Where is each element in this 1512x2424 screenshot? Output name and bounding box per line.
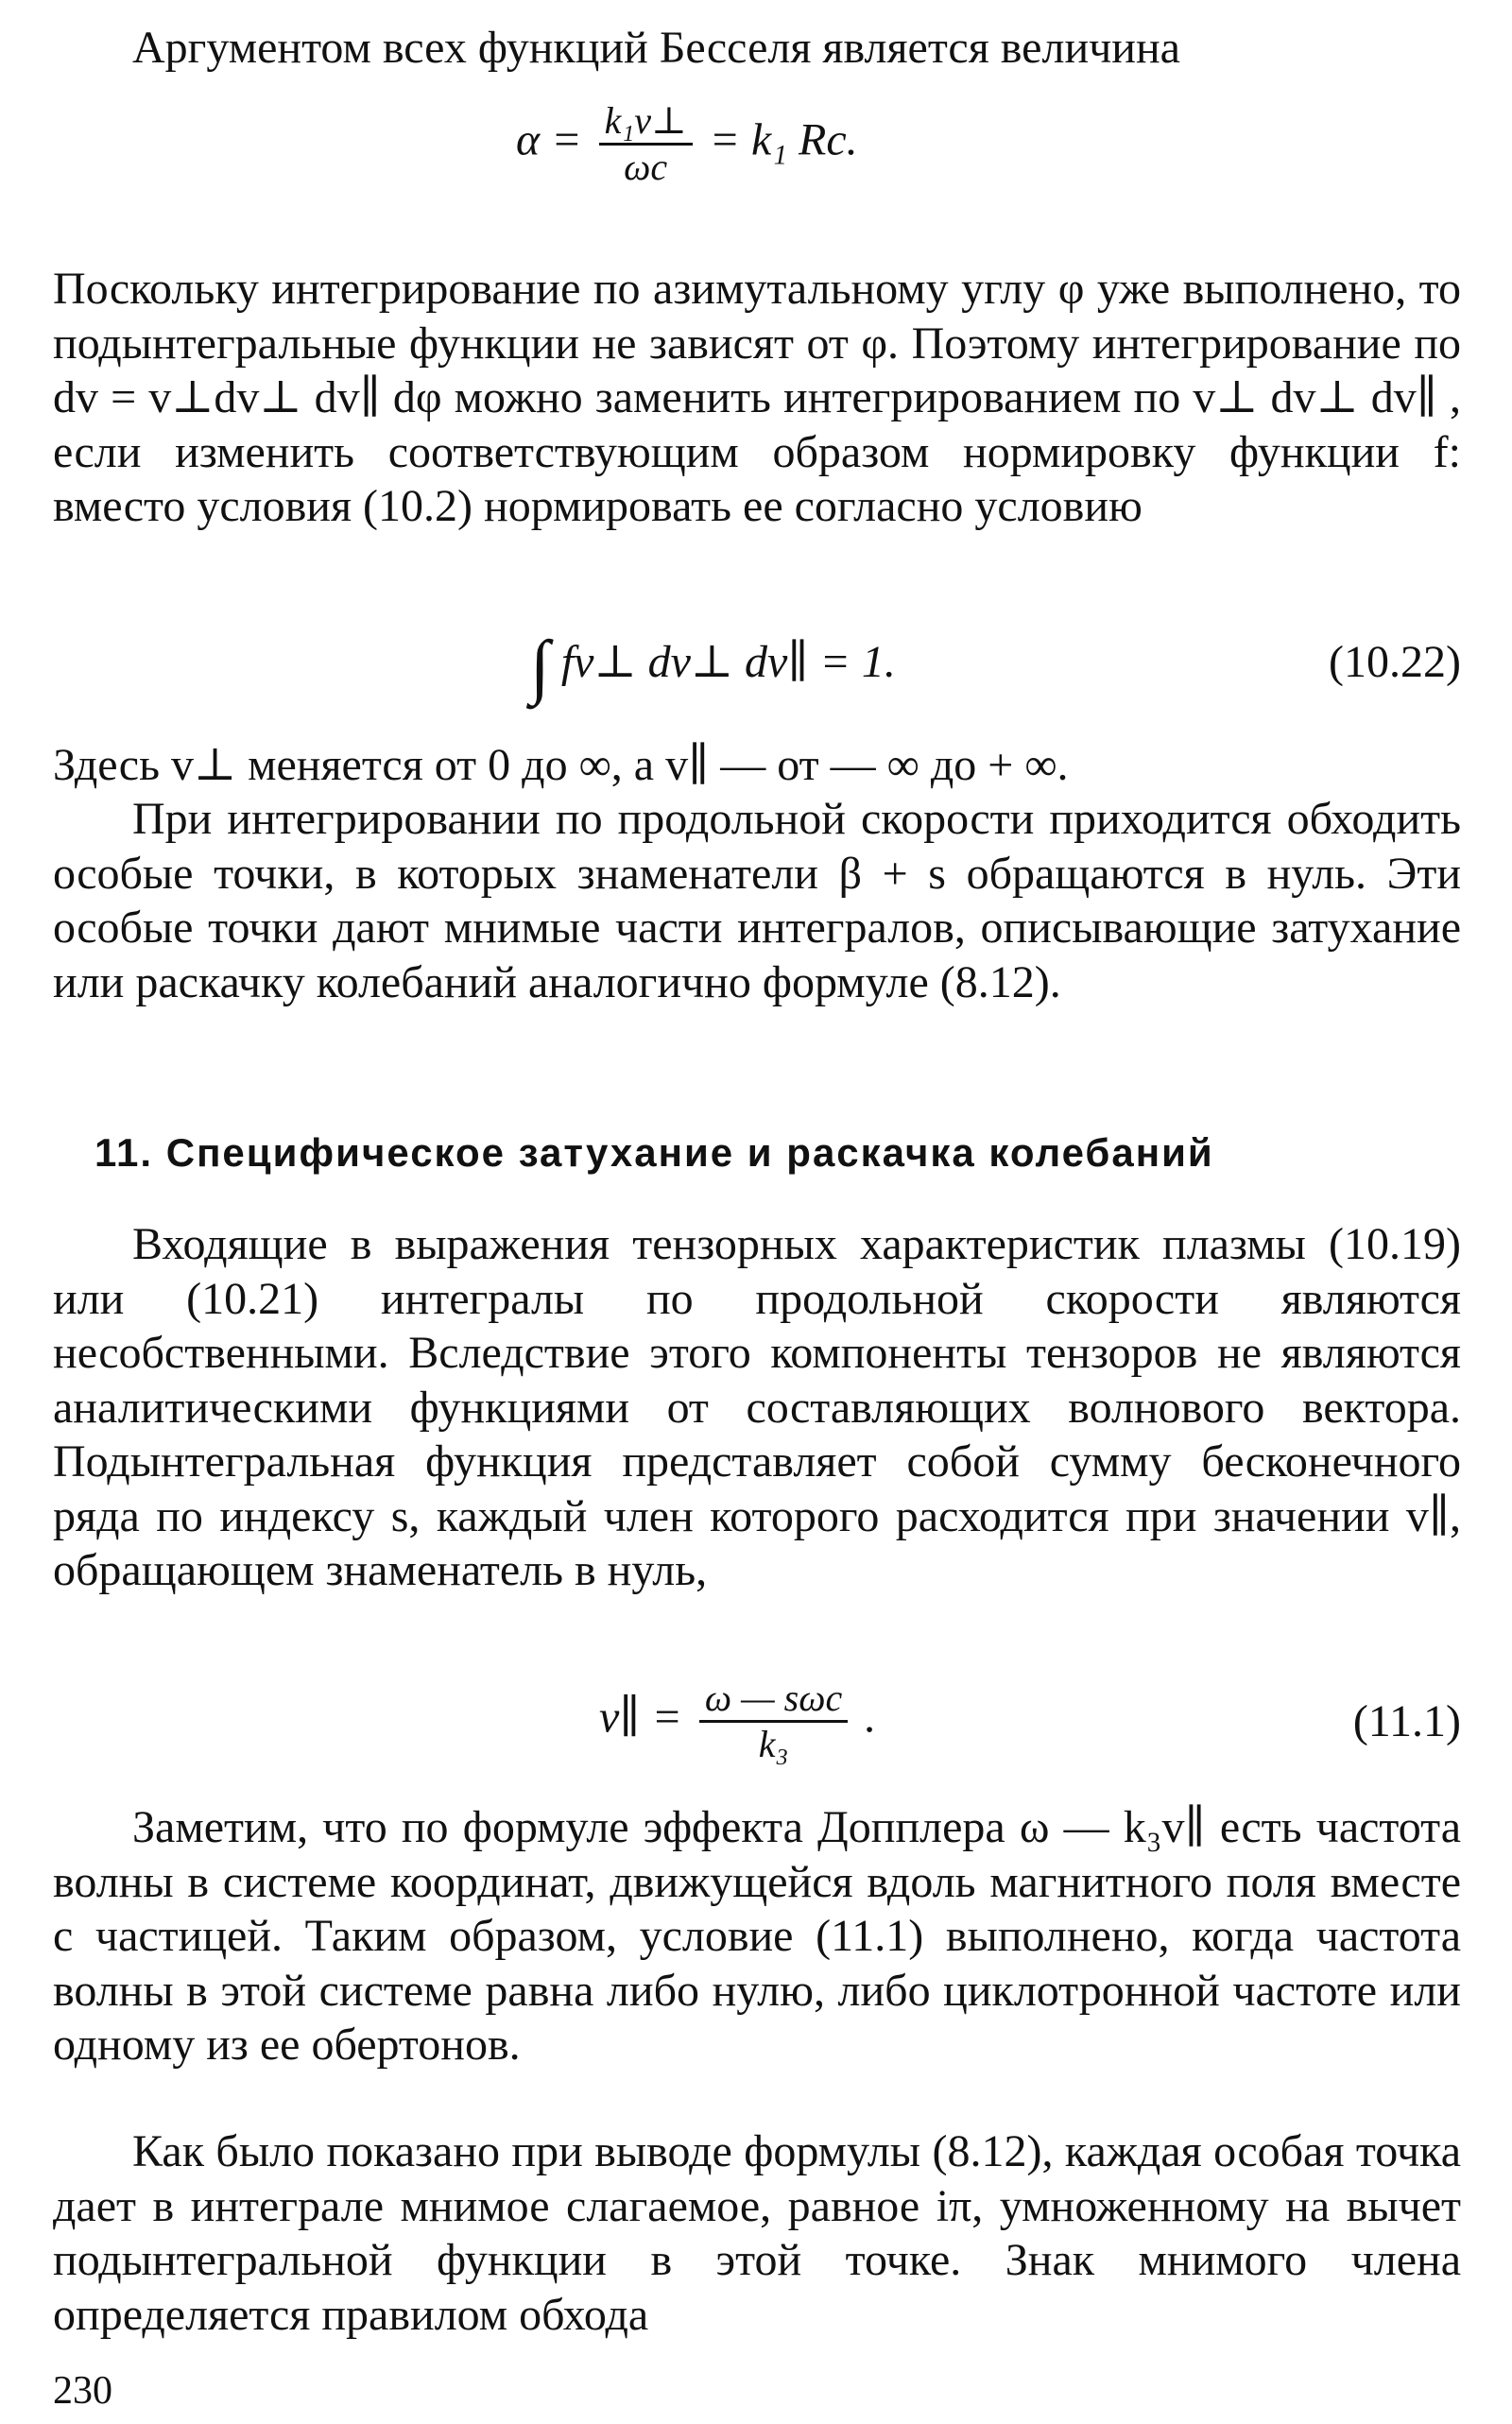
paragraph-integration: Поскольку интегрирование по азимутальному углу φ уже выполнено, то подынтегральные функции не зависят от φ. Поэтому интегрирование по dv = v⊥dv⊥ dv∥ dφ можно заменить интегрированием по v⊥ dv⊥ dv∥ , если изменить соответствующим образом нормировку функции f: вместо условия (10.2) нормировать ее согласно условию [53, 264, 1461, 531]
paragraph-range: Здесь v⊥ меняется от 0 до ∞, а v∥ — от — ∞ до + ∞. [53, 740, 1069, 790]
section-heading: 11. Специфическое затухание и раскачка колебаний [94, 1130, 1214, 1175]
eq3-lhs: v∥ = [599, 1692, 682, 1743]
eq1-lhs: α = [516, 114, 582, 165]
eq3-denominator: k₃ [758, 1723, 789, 1765]
eq3-number: (11.1) [1352, 1696, 1461, 1746]
paragraph-doppler: Заметим, что по формуле эффекта Допплера ω — k₃v∥ есть частота волны в системе координат, движущейся вдоль магнитного поля вместе с частицей. Таким образом, условие (11.1) выполнено, когда частота волны в этой системе равна либо нулю, либо циклотронной частоте или одному из ее обертонов. [53, 1802, 1461, 2070]
equation-alpha [53, 90, 1461, 194]
eq1-fraction [599, 99, 693, 189]
equation-10-22 [53, 627, 1461, 706]
eq2-body: fv⊥ dv⊥ dv∥ = 1. [560, 637, 896, 687]
paragraph-residue: Как было показано при выводе формулы (8.12), каждая особая точка дает в интеграле мнимое слагаемое, равное iπ, умноженному на вычет подынтегральной функции в этой точке. Знак мнимого члена определяется правилом обхода [53, 2126, 1461, 2340]
eq3-rhs: . [865, 1692, 877, 1743]
page-number: 230 [53, 2369, 112, 2413]
eq3-numerator: ω — sωc [699, 1676, 848, 1723]
eq3-fraction [699, 1676, 848, 1766]
eq1-denominator: ωc [624, 146, 668, 188]
eq2-number: (10.22) [1329, 637, 1461, 687]
eq1-numerator: k₁v⊥ [599, 99, 693, 146]
equation-11-1 [53, 1673, 1461, 1777]
paragraph-singular-points: При интегрировании по продольной скорости приходится обходить особые точки, в которых знаменатели β + s обращаются в нуль. Эти особые точки дают мнимые части интегралов, описывающие затухание или раскачку колебаний аналогично формуле (8.12). [53, 794, 1461, 1007]
paragraph-tensor: Входящие в выражения тензорных характеристик плазмы (10.19) или (10.21) интегралы по продольной скорости являются несобственными. Вследствие этого компоненты тензоров не являются аналитическими функциями от составляющих волнового вектора. Подынтегральная функция представляет собой сумму бесконечного ряда по индексу s, каждый член которого расходится при значении v∥, обращающем знаменатель в нуль, [53, 1219, 1461, 1595]
eq1-rhs: = k₁ Rc. [709, 114, 858, 165]
integral-sign: ∫ [530, 627, 550, 706]
paragraph-bessel-argument: Аргументом всех функций Бесселя является величина [132, 23, 1180, 73]
